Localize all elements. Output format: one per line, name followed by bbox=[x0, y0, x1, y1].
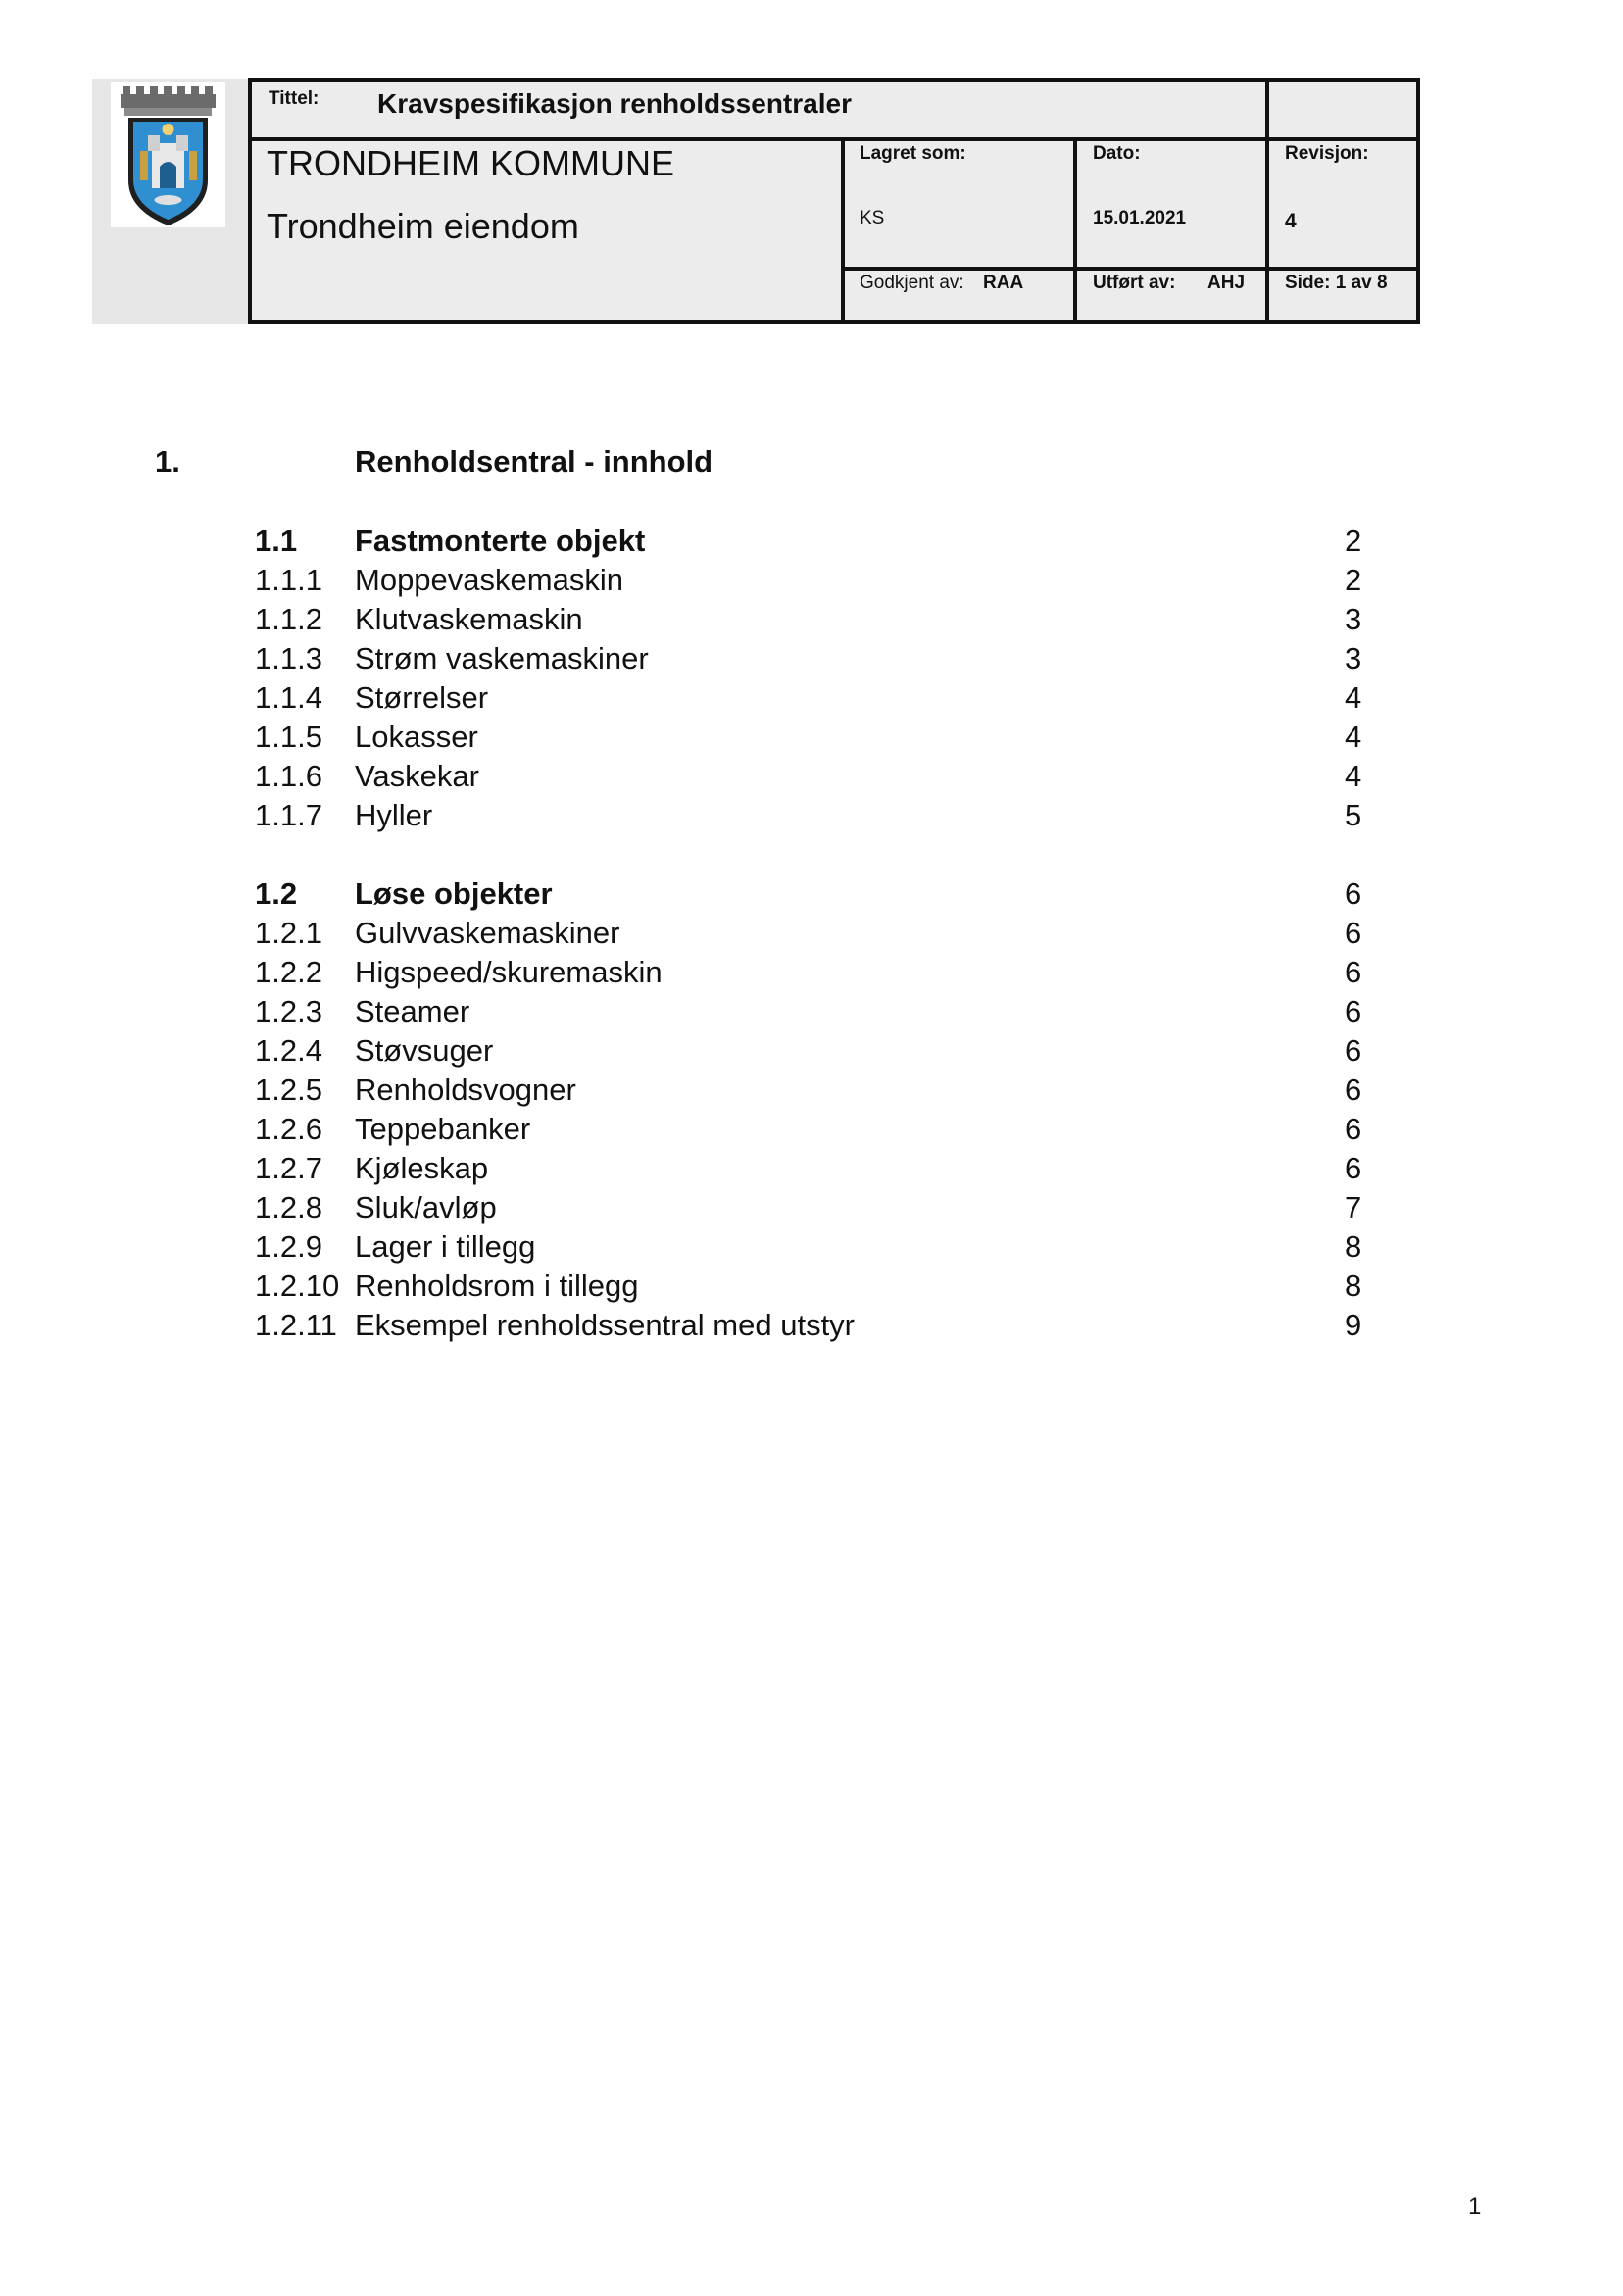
toc-title: Støvsuger bbox=[355, 1033, 494, 1068]
toc-title: Lokasser bbox=[355, 720, 478, 754]
stored-as-label: Lagret som: bbox=[860, 143, 966, 164]
toc-title: Klutvaskemaskin bbox=[355, 602, 583, 636]
toc-number: 1.1.6 bbox=[255, 759, 322, 793]
toc-page: 8 bbox=[1345, 1229, 1362, 1264]
chapter-number: 1. bbox=[155, 444, 180, 478]
toc-title: Steamer bbox=[355, 994, 470, 1028]
organization-name: TRONDHEIM KOMMUNE bbox=[267, 143, 674, 183]
toc-number: 1.2.3 bbox=[255, 994, 322, 1028]
toc-section[interactable] bbox=[0, 522, 1623, 561]
toc-page: 6 bbox=[1345, 955, 1362, 989]
logo bbox=[111, 82, 225, 227]
toc-item[interactable] bbox=[0, 1031, 1623, 1071]
toc-title: Hyller bbox=[355, 798, 433, 832]
toc-title: Vaskekar bbox=[355, 759, 479, 793]
toc-title: Løse objekter bbox=[355, 876, 553, 911]
toc-title: Renholdsrom i tillegg bbox=[355, 1269, 639, 1303]
divider bbox=[252, 137, 1416, 141]
toc-number: 1.1.5 bbox=[255, 720, 322, 754]
date-value: 15.01.2021 bbox=[1093, 208, 1187, 228]
divider bbox=[1073, 137, 1077, 320]
toc-number: 1.1.2 bbox=[255, 602, 322, 636]
divider bbox=[841, 137, 845, 320]
toc-number: 1.2.4 bbox=[255, 1033, 322, 1068]
toc-number: 1.1.1 bbox=[255, 563, 322, 597]
toc-item[interactable] bbox=[0, 678, 1623, 718]
divider bbox=[1265, 78, 1269, 320]
toc-title: Gulvvaskemaskiner bbox=[355, 916, 620, 950]
toc-number: 1.2.7 bbox=[255, 1151, 322, 1185]
approved-by-label: Godkjent av: bbox=[860, 273, 964, 293]
toc-number: 1.2.2 bbox=[255, 955, 322, 989]
page-info: Side: 1 av 8 bbox=[1285, 273, 1388, 293]
toc-page: 9 bbox=[1345, 1308, 1362, 1342]
toc-item[interactable] bbox=[0, 1149, 1623, 1188]
toc-item[interactable] bbox=[0, 953, 1623, 992]
toc-number: 1.2.5 bbox=[255, 1073, 322, 1107]
toc-title: Sluk/avløp bbox=[355, 1190, 497, 1224]
toc-page: 8 bbox=[1345, 1269, 1362, 1303]
document-header-table bbox=[248, 78, 1420, 324]
toc-title: Eksempel renholdssentral med utstyr bbox=[355, 1308, 856, 1342]
toc-item[interactable] bbox=[0, 1306, 1623, 1345]
toc-item[interactable] bbox=[0, 600, 1623, 639]
toc-title: Størrelser bbox=[355, 680, 489, 715]
toc-page: 4 bbox=[1345, 680, 1362, 715]
toc-title: Moppevaskemaskin bbox=[355, 563, 623, 597]
toc-chapter-heading bbox=[0, 442, 1623, 481]
toc-number: 1.2.10 bbox=[255, 1269, 340, 1303]
toc-title: Lager i tillegg bbox=[355, 1229, 536, 1264]
toc-title: Fastmonterte objekt bbox=[355, 524, 646, 558]
toc-title: Teppebanker bbox=[355, 1112, 531, 1146]
toc-item[interactable] bbox=[0, 1267, 1623, 1306]
organization-unit: Trondheim eiendom bbox=[267, 206, 579, 246]
toc-page: 5 bbox=[1345, 798, 1362, 832]
toc-title: Kjøleskap bbox=[355, 1151, 489, 1185]
revision-label: Revisjon: bbox=[1285, 143, 1369, 164]
toc-item[interactable] bbox=[0, 992, 1623, 1031]
toc-number: 1.1.3 bbox=[255, 641, 322, 675]
toc-number: 1.2.8 bbox=[255, 1190, 322, 1224]
toc-title: Higspeed/skuremaskin bbox=[355, 955, 663, 989]
toc-item[interactable] bbox=[0, 914, 1623, 953]
toc-item[interactable] bbox=[0, 1188, 1623, 1227]
toc-item[interactable] bbox=[0, 561, 1623, 600]
toc-page: 2 bbox=[1345, 524, 1362, 558]
stored-as-value: KS bbox=[860, 208, 885, 228]
performed-by-label: Utført av: bbox=[1093, 273, 1176, 293]
toc-page: 6 bbox=[1345, 1151, 1362, 1185]
date-label: Dato: bbox=[1093, 143, 1141, 164]
toc-page: 4 bbox=[1345, 720, 1362, 754]
toc-title: Renholdsvogner bbox=[355, 1073, 576, 1107]
toc-page: 2 bbox=[1345, 563, 1362, 597]
toc-page: 6 bbox=[1345, 1033, 1362, 1068]
toc-item[interactable] bbox=[0, 718, 1623, 757]
title-label: Tittel: bbox=[269, 88, 320, 109]
chapter-title: Renholdsentral - innhold bbox=[355, 444, 713, 478]
toc-number: 1.2.9 bbox=[255, 1229, 322, 1264]
toc-page: 3 bbox=[1345, 641, 1362, 675]
toc-number: 1.2.11 bbox=[255, 1308, 337, 1342]
toc-number: 1.1 bbox=[255, 524, 298, 558]
toc-number: 1.2.1 bbox=[255, 916, 322, 950]
toc-page: 6 bbox=[1345, 1112, 1362, 1146]
toc-item[interactable] bbox=[0, 639, 1623, 678]
toc-page: 4 bbox=[1345, 759, 1362, 793]
revision-value: 4 bbox=[1285, 210, 1297, 232]
toc-number: 1.2 bbox=[255, 876, 298, 911]
toc-item[interactable] bbox=[0, 757, 1623, 796]
toc-item[interactable] bbox=[0, 1071, 1623, 1110]
toc-item[interactable] bbox=[0, 1227, 1623, 1267]
toc-item[interactable] bbox=[0, 796, 1623, 835]
trondheim-coat-of-arms-icon bbox=[111, 82, 225, 227]
toc-page: 6 bbox=[1345, 916, 1362, 950]
toc-number: 1.2.6 bbox=[255, 1112, 322, 1146]
toc-title: Strøm vaskemaskiner bbox=[355, 641, 649, 675]
toc-section[interactable] bbox=[0, 874, 1623, 914]
footer-page-number: 1 bbox=[1468, 2193, 1482, 2220]
document-title: Kravspesifikasjon renholdssentraler bbox=[377, 88, 852, 119]
toc-number: 1.1.4 bbox=[255, 680, 322, 715]
approved-by-value: RAA bbox=[983, 273, 1024, 293]
toc-page: 6 bbox=[1345, 1073, 1362, 1107]
toc-page: 6 bbox=[1345, 994, 1362, 1028]
performed-by-value: AHJ bbox=[1207, 273, 1246, 293]
toc-page: 7 bbox=[1345, 1190, 1362, 1224]
divider bbox=[841, 267, 1416, 271]
toc-item[interactable] bbox=[0, 1110, 1623, 1149]
toc-page: 3 bbox=[1345, 602, 1362, 636]
toc-page: 6 bbox=[1345, 876, 1362, 911]
toc-number: 1.1.7 bbox=[255, 798, 322, 832]
